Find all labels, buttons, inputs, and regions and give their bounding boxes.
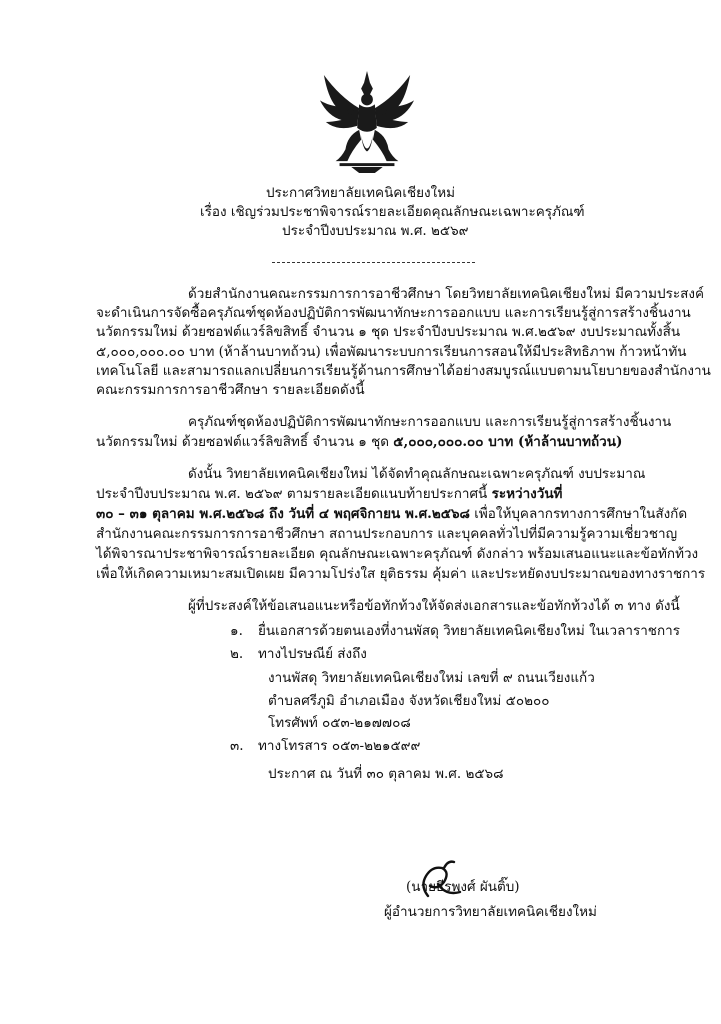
para1-line: ด้วยสำนักงานคณะกรรมการการอาชีวศึกษา โดยวิทยาลัยเทคนิคเชียงใหม่ มีความประสงค์ <box>188 286 704 302</box>
para3-line <box>96 485 562 503</box>
garuda-emblem-icon <box>318 66 416 176</box>
para3-line: สำนักงานคณะกรรมการการอาชีวศึกษา สถานประกอบการ และบุคคลทั่วไปที่มีความรู้ความเชี่ยวชาญ <box>96 526 678 542</box>
para3-line: เพื่อให้เกิดความเหมาะสมเปิดเผย มีความโปร่งใส ยุติธรรม คุ้มค่า และประหยัดงบประมาณของทางราชการ <box>96 566 706 582</box>
period-label: ระหว่างวันที่ <box>491 486 563 502</box>
channel-number: ๑. <box>230 623 243 639</box>
para3-text: ประจำปีงบประมาณ พ.ศ. ๒๕๖๙ ตามรายละเอียดแนบท้ายประกาศนี้ <box>96 486 492 502</box>
postal-address-line: ตำบลศรีภูมิ อำเภอเมือง จังหวัดเชียงใหม่ ๕๐๒๐๐ <box>268 693 550 709</box>
para3-line: ดังนั้น วิทยาลัยเทคนิคเชียงใหม่ ได้จัดทำคุณลักษณะเฉพาะครุภัณฑ์ งบประมาณ <box>188 466 646 482</box>
channel-text: ทางไปรษณีย์ ส่งถึง <box>258 646 367 662</box>
postal-address-line: งานพัสดุ วิทยาลัยเทคนิคเชียงใหม่ เลขที่ ๙ ถนนเวียงแก้ว <box>268 670 595 686</box>
channel-text: ยื่นเอกสารด้วยตนเองที่งานพัสดุ วิทยาลัยเทคนิคเชียงใหม่ ในเวลาราชการ <box>258 623 680 639</box>
para1-line: เทคโนโลยี และสามารถแลกเปลี่ยนการเรียนรู้ด้านการศึกษาได้อย่างสมบูรณ์แบบตามนโยบายของสำนักงาน <box>96 363 711 379</box>
para1-line: นวัตกรรมใหม่ ด้วยซอฟต์แวร์ลิขสิทธิ์ จำนวน ๑ ชุด ประจำปีงบประมาณ พ.ศ.๒๕๖๙ งบประมาณทั้งสิ้น <box>96 324 681 340</box>
para1-line: จะดำเนินการจัดซื้อครุภัณฑ์ชุดห้องปฏิบัติการพัฒนาทักษะการออกแบบ และการเรียนรู้สู่การสร้างชิ้นงาน <box>96 305 691 321</box>
channel-number: ๒. <box>230 646 244 662</box>
budget-amount: ๕,๐๐๐,๐๐๐.๐๐ บาท (ห้าล้านบาทถ้วน) <box>393 434 623 450</box>
para1-line: คณะกรรมการการอาชีวศึกษา รายละเอียดดังนี้ <box>96 382 365 398</box>
postal-phone: โทรศัพท์ ๐๕๓-๒๑๗๗๐๘ <box>268 715 411 731</box>
para3-line: ได้พิจารณาประชาพิจารณ์รายละเอียด คุณลักษณะเฉพาะครุภัณฑ์ ดังกล่าว พร้อมเสนอแนะและข้อทักท้วง <box>96 546 699 562</box>
signatory-position: ผู้อำนวยการวิทยาลัยเทคนิคเชียงใหม่ <box>384 904 597 920</box>
announcement-title: ประกาศวิทยาลัยเทคนิคเชียงใหม่ <box>265 185 456 201</box>
para2-line: ครุภัณฑ์ชุดห้องปฏิบัติการพัฒนาทักษะการออกแบบ และการเรียนรู้สู่การสร้างชิ้นงาน <box>188 414 672 430</box>
announcement-subject: เรื่อง เชิญร่วมประชาพิจารณ์รายละเอียดคุณลักษณะเฉพาะครุภัณฑ์ <box>200 204 585 220</box>
para3-line <box>96 505 687 523</box>
channel-text: ทางโทรสาร ๐๕๓-๒๒๑๕๙๙ <box>258 738 421 754</box>
para4-line: ผู้ที่ประสงค์ให้ข้อเสนอแนะหรือข้อทักท้วงให้จัดส่งเอกสารและข้อทักท้วงได้ ๓ ทาง ดังนี้ <box>188 598 680 614</box>
fiscal-year-line: ประจำปีงบประมาณ พ.ศ. ๒๕๖๙ <box>282 223 469 239</box>
signatory-name: (นายธีรพงศ์ ผันติ๊บ) <box>406 879 520 895</box>
header-divider <box>272 262 475 263</box>
item-description: นวัตกรรมใหม่ ด้วยซอฟต์แวร์ลิขสิทธิ์ จำนวน ๑ ชุด <box>96 434 394 450</box>
para2-line <box>96 433 622 451</box>
channel-number: ๓. <box>230 738 244 754</box>
period-dates: ๓๐ – ๓๑ ตุลาคม พ.ศ.๒๕๖๘ ถึง วันที่ ๔ พฤศจิกายน พ.ศ.๒๕๖๘ <box>96 506 470 522</box>
para1-line: ๕,๐๐๐,๐๐๐.๐๐ บาท (ห้าล้านบาทถ้วน) เพื่อพัฒนาระบบการเรียนการสอนให้มีประสิทธิภาพ ก้าวหน้าทัน <box>96 344 687 360</box>
para3-text: เพื่อให้บุคลากรทางการศึกษาในสังกัด <box>469 506 688 522</box>
announcement-date: ประกาศ ณ วันที่ ๓๐ ตุลาคม พ.ศ. ๒๕๖๘ <box>268 766 504 782</box>
